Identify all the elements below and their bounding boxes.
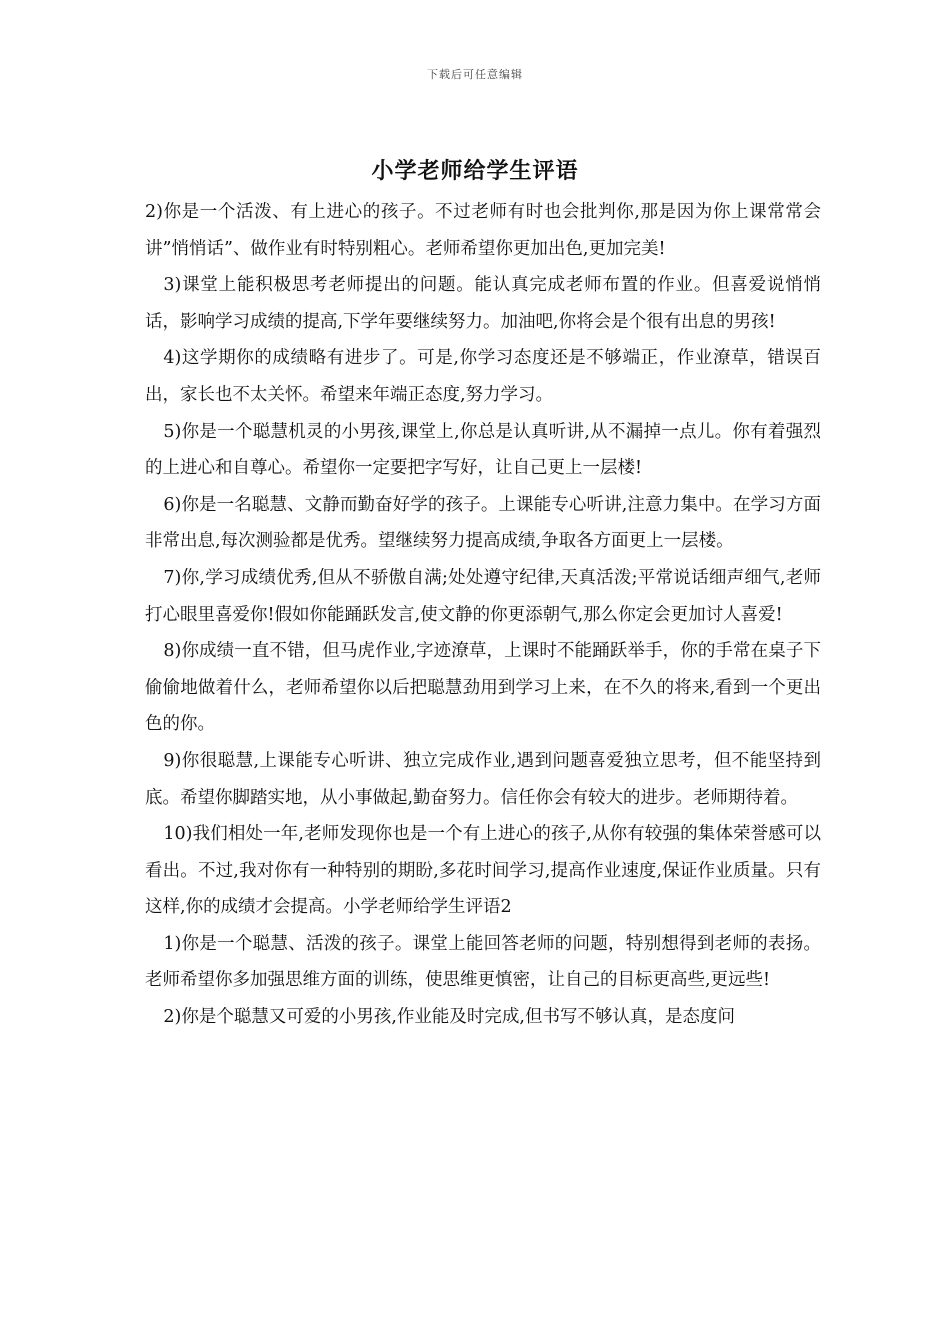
paragraph: 7)你,学习成绩优秀,但从不骄傲自满;处处遵守纪律,天真活泼;平常说话细声细气,老师打心眼里喜爱你!假如你能踊跃发言,使文静的你更添朝气,那么你定会更加讨人喜爱! [145,567,821,625]
document-title: 小学老师给学生评语 [371,158,579,184]
paragraph: 2)你是个聪慧又可爱的小男孩,作业能及时完成,但书写不够认真，是态度问 [163,1007,735,1028]
header-note: 下载后可任意编辑 [427,68,523,81]
paragraph: 6)你是一名聪慧、文静而勤奋好学的孩子。上课能专心听讲,注意力集中。在学习方面非常出息,每次测验都是优秀。望继续努力提高成绩,争取各方面更上一层楼。 [145,494,821,552]
paragraph: 5)你是一个聪慧机灵的小男孩,课堂上,你总是认真听讲,从不漏掉一点儿。你有着强烈的上进心和自尊心。希望你一定要把字写好，让自己更上一层楼! [145,421,821,479]
paragraph: 8)你成绩一直不错，但马虎作业,字迹潦草，上课时不能踊跃举手，你的手常在桌子下偷偷地做着什么，老师希望你以后把聪慧劲用到学习上来，在不久的将来,看到一个更出色的你。 [145,641,821,735]
paragraph: 3)课堂上能积极思考老师提出的问题。能认真完成老师布置的作业。但喜爱说悄悄话，影响学习成绩的提高,下学年要继续努力。加油吧,你将会是个很有出息的男孩! [145,275,821,332]
paragraph: 9)你很聪慧,上课能专心听讲、独立完成作业,遇到问题喜爱独立思考，但不能坚持到底。希望你脚踏实地，从小事做起,勤奋努力。信任你会有较大的进步。老师期待着。 [145,750,821,808]
paragraph: 10)我们相处一年,老师发现你也是一个有上进心的孩子,从你有较强的集体荣誉感可以看出。不过,我对你有一种特别的期盼,多花时间学习,提高作业速度,保证作业质量。只有这样,你的成绩才会提高。小学老师给学生评语2 [145,824,821,918]
paragraph: 4)这学期你的成绩略有进步了。可是,你学习态度还是不够端正，作业潦草，错误百出，家长也不太关怀。希望来年端正态度,努力学习。 [145,348,821,405]
paragraph: 1)你是一个聪慧、活泼的孩子。课堂上能回答老师的问题，特别想得到老师的表扬。老师希望你多加强思维方面的训练，使思维更慎密，让自己的目标更高些,更远些! [145,933,821,991]
document-body [145,194,821,1036]
paragraph: 2)你是一个活泼、有上进心的孩子。不过老师有时也会批判你,那是因为你上课常常会讲”悄悄话”、做作业有时特别粗心。老师希望你更加出色,更加完美! [145,202,821,259]
